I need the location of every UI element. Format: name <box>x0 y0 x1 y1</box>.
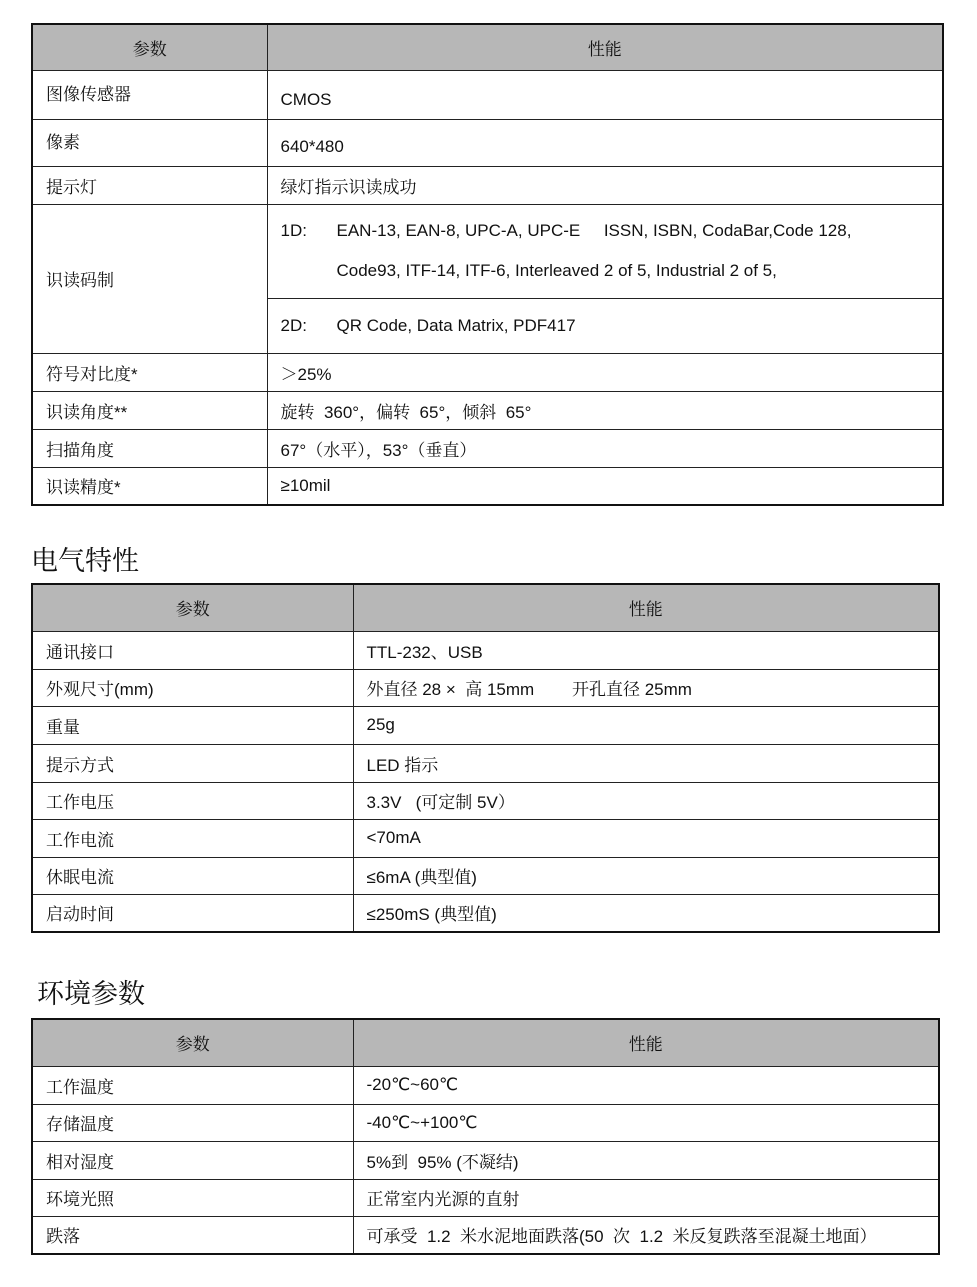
param-cell: 像素 <box>32 119 267 166</box>
value-cell: 正常室内光源的直射 <box>353 1179 939 1216</box>
symbology-1d-tag: 1D: <box>280 221 307 240</box>
value-cell: ＞25% <box>267 353 943 391</box>
performance-spec-table <box>31 23 944 506</box>
table-row <box>32 204 943 298</box>
value-cell: 5%到 95% (不凝结) <box>353 1141 939 1179</box>
symbology-2d-text: QR Code, Data Matrix, PDF417 <box>336 315 576 335</box>
table-header-row <box>32 584 939 631</box>
performance-column-header: 性能 <box>353 1019 939 1066</box>
table-row <box>32 429 943 467</box>
param-cell: 扫描角度 <box>32 429 267 467</box>
table-row <box>32 391 943 429</box>
table-row <box>32 1141 939 1179</box>
table-row <box>32 706 939 744</box>
value-cell: -40℃~+100℃ <box>353 1104 939 1141</box>
param-cell: 启动时间 <box>32 894 353 932</box>
value-cell-2d <box>267 298 943 353</box>
param-cell: 识读码制 <box>32 204 267 353</box>
value-cell-1d <box>267 204 943 298</box>
value-cell: 外直径 28 × 高 15mm 开孔直径 25mm <box>353 669 939 706</box>
electrical-spec-table <box>31 583 940 933</box>
table-row <box>32 669 939 706</box>
table-row <box>32 819 939 857</box>
table-row <box>32 894 939 932</box>
table-row <box>32 467 943 505</box>
table-row <box>32 1104 939 1141</box>
value-cell: 67°（水平），53°（垂直） <box>267 429 943 467</box>
param-cell: 工作电流 <box>32 819 353 857</box>
symbology-1d-line <box>281 221 943 241</box>
symbology-1d-text-cont: Code93, ITF-14, ITF-6, Interleaved 2 of 5, Industrial 2 of 5, <box>336 261 777 280</box>
value-cell: 可承受 1.2 米水泥地面跌落(50 次 1.2 米反复跌落至混凝土地面） <box>353 1216 939 1254</box>
table-row <box>32 857 939 894</box>
param-cell: 符号对比度* <box>32 353 267 391</box>
performance-column-header: 性能 <box>267 24 943 70</box>
table-row <box>32 166 943 204</box>
value-cell: 3.3V (可定制 5V） <box>353 782 939 819</box>
environment-section-heading: 环境参数 <box>37 979 145 1010</box>
value-cell: ≤6mA (典型值) <box>353 857 939 894</box>
param-cell: 外观尺寸(mm) <box>32 669 353 706</box>
param-cell: 提示灯 <box>32 166 267 204</box>
table-row <box>32 1179 939 1216</box>
table-row <box>32 744 939 782</box>
table-row <box>32 782 939 819</box>
param-cell: 工作温度 <box>32 1066 353 1104</box>
table-header-row <box>32 1019 939 1066</box>
table-row <box>32 631 939 669</box>
value-cell: LED 指示 <box>353 744 939 782</box>
param-cell: 识读角度** <box>32 391 267 429</box>
symbology-2d-line <box>281 316 943 336</box>
param-cell: 跌落 <box>32 1216 353 1254</box>
value-cell: 旋转 360°，偏转 65°，倾斜 65° <box>267 391 943 429</box>
symbology-1d-text: EAN-13, EAN-8, UPC-A, UPC-E ISSN, ISBN, CodaBar,Code 128, <box>336 221 852 240</box>
symbology-2d-tag: 2D: <box>280 315 307 335</box>
table-row <box>32 1066 939 1104</box>
table-row <box>32 119 943 166</box>
electrical-section-heading: 电气特性 <box>31 546 139 577</box>
param-column-header: 参数 <box>32 1019 353 1066</box>
param-cell: 通讯接口 <box>32 631 353 669</box>
param-cell: 休眠电流 <box>32 857 353 894</box>
value-cell: 25g <box>353 706 939 744</box>
param-cell: 相对湿度 <box>32 1141 353 1179</box>
table-row <box>32 353 943 391</box>
value-cell: ≥10mil <box>267 467 943 505</box>
performance-column-header: 性能 <box>353 584 939 631</box>
value-cell: -20℃~60℃ <box>353 1066 939 1104</box>
value-cell: <70mA <box>353 819 939 857</box>
value-cell: 绿灯指示识读成功 <box>267 166 943 204</box>
param-cell: 识读精度* <box>32 467 267 505</box>
value-cell: CMOS <box>267 70 943 119</box>
value-cell: ≤250mS (典型值) <box>353 894 939 932</box>
param-column-header: 参数 <box>32 24 267 70</box>
param-cell: 工作电压 <box>32 782 353 819</box>
value-cell: TTL-232、USB <box>353 631 939 669</box>
table-header-row <box>32 24 943 70</box>
table-row <box>32 1216 939 1254</box>
param-cell: 图像传感器 <box>32 70 267 119</box>
table-row <box>32 70 943 119</box>
param-cell: 环境光照 <box>32 1179 353 1216</box>
param-cell: 提示方式 <box>32 744 353 782</box>
environment-spec-table <box>31 1018 940 1255</box>
param-cell: 重量 <box>32 706 353 744</box>
param-cell: 存储温度 <box>32 1104 353 1141</box>
param-column-header: 参数 <box>32 584 353 631</box>
value-cell: 640*480 <box>267 119 943 166</box>
